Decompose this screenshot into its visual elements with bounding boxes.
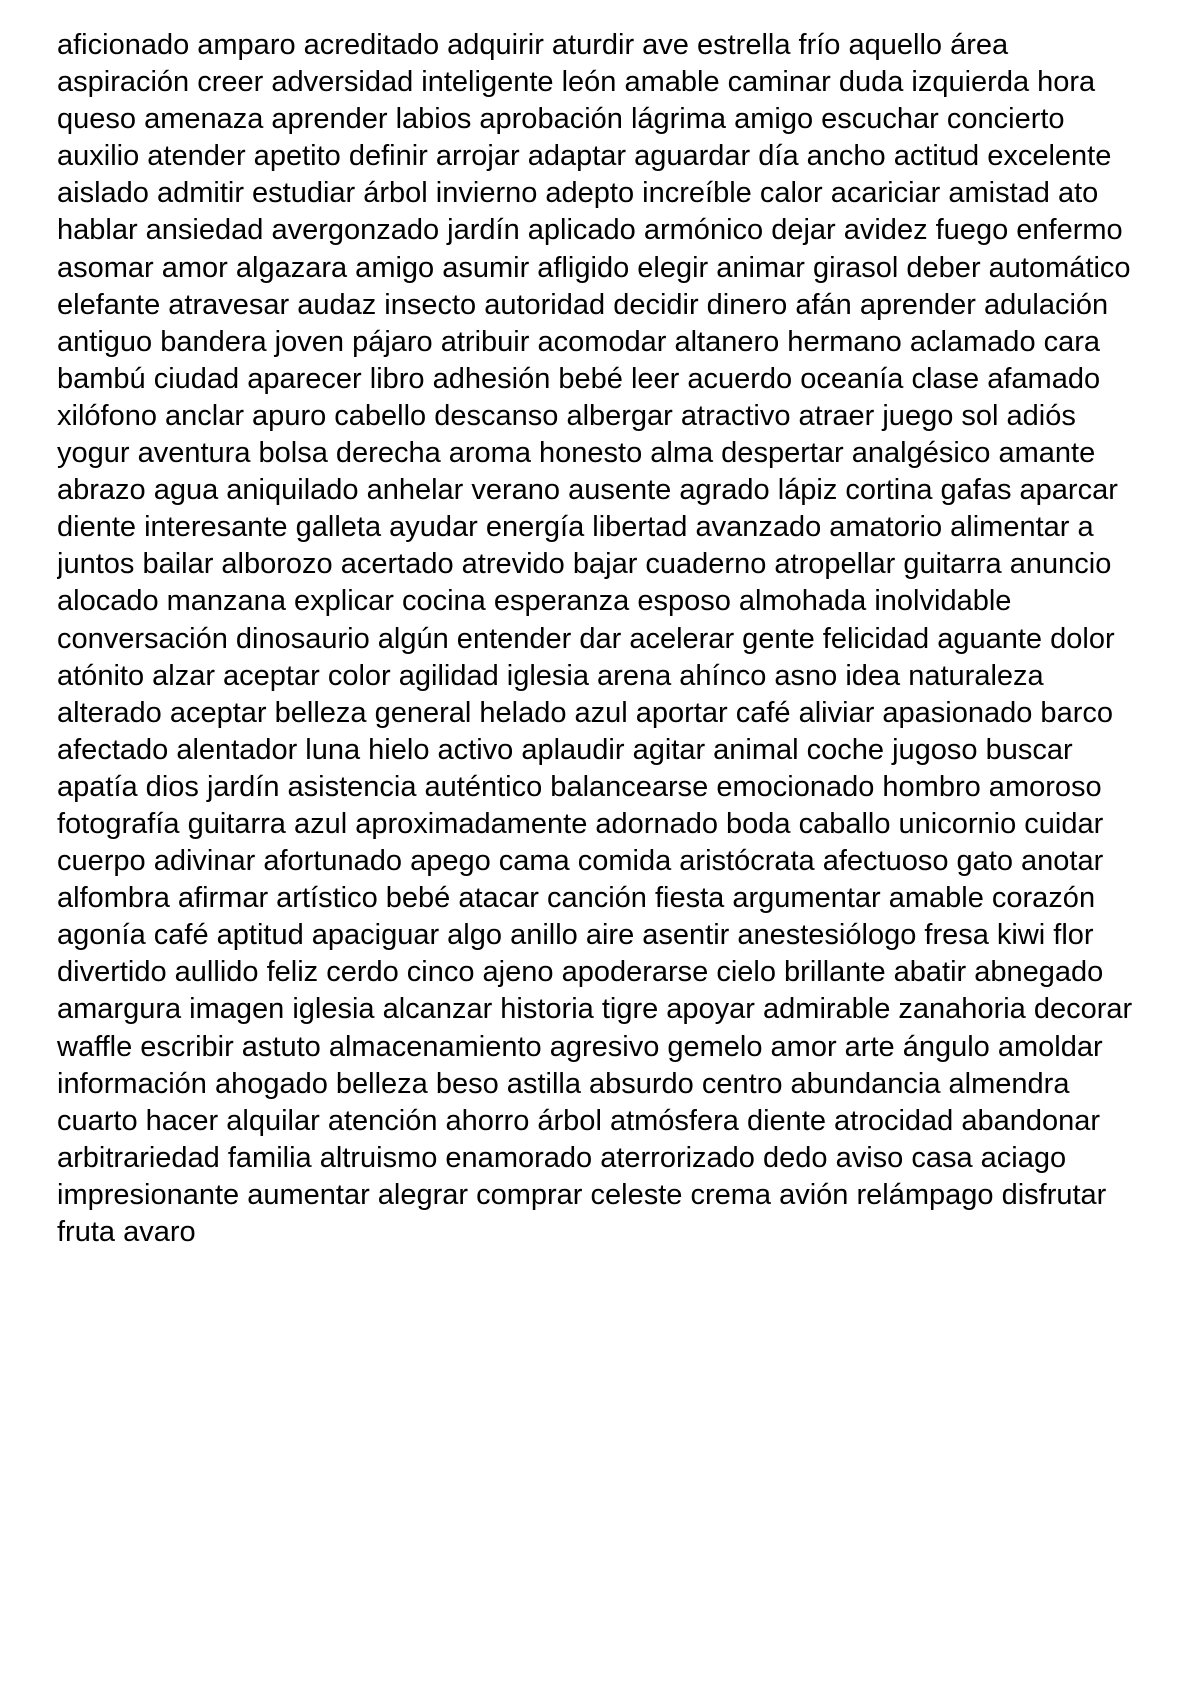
text-line: cuerpo adivinar afortunado apego cama comida aristócrata afectuoso gato anotar bbox=[57, 845, 1104, 878]
text-line: queso amenaza aprender labios aprobación lágrima amigo escuchar concierto bbox=[57, 103, 1065, 136]
text-line: afectado alentador luna hielo activo aplaudir agitar animal coche jugoso buscar bbox=[57, 733, 1073, 766]
text-line: apatía dios jardín asistencia auténtico balancearse emocionado hombro amoroso bbox=[57, 770, 1102, 803]
text-line: auxilio atender apetito definir arrojar adaptar aguardar día ancho actitud excelente bbox=[57, 140, 1112, 173]
text-line: fotografía guitarra azul aproximadamente adornado boda caballo unicornio cuidar bbox=[57, 807, 1104, 840]
text-line: aislado admitir estudiar árbol invierno adepto increíble calor acariciar amistad ato bbox=[57, 177, 1099, 210]
text-line: diente interesante galleta ayudar energía libertad avanzado amatorio alimentar a bbox=[57, 511, 1094, 544]
text-line: abrazo agua aniquilado anhelar verano ausente agrado lápiz cortina gafas aparcar bbox=[57, 474, 1118, 507]
text-line: aficionado amparo acreditado adquirir aturdir ave estrella frío aquello área bbox=[57, 29, 1009, 61]
text-line: bambú ciudad aparecer libro adhesión bebé leer acuerdo oceanía clase afamado bbox=[57, 362, 1101, 395]
text-line: cuarto hacer alquilar atención ahorro árbol atmósfera diente atrocidad abandonar bbox=[57, 1104, 1101, 1137]
text-line: impresionante aumentar alegrar comprar celeste crema avión relámpago disfrutar bbox=[57, 1178, 1107, 1211]
text-line: juntos bailar alborozo acertado atrevido bajar cuaderno atropellar guitarra anuncio bbox=[57, 548, 1112, 581]
text-line: asomar amor algazara amigo asumir afligido elegir animar girasol deber automático bbox=[57, 251, 1131, 284]
text-line: agonía café aptitud apaciguar algo anillo aire asentir anestesiólogo fresa kiwi flor bbox=[57, 919, 1094, 952]
text-line: arbitrariedad familia altruismo enamorado aterrorizado dedo aviso casa aciago bbox=[57, 1141, 1067, 1174]
text-line: amargura imagen iglesia alcanzar historia tigre apoyar admirable zanahoria decorar bbox=[57, 993, 1133, 1026]
text-line: waffle escribir astuto almacenamiento agresivo gemelo amor arte ángulo amoldar bbox=[57, 1030, 1103, 1063]
text-line: antiguo bandera joven pájaro atribuir acomodar altanero hermano aclamado cara bbox=[57, 325, 1101, 358]
text-line: atónito alzar aceptar color agilidad iglesia arena ahínco asno idea naturaleza bbox=[57, 659, 1044, 692]
text-line: alocado manzana explicar cocina esperanza esposo almohada inolvidable bbox=[57, 585, 1012, 618]
text-line: alfombra afirmar artístico bebé atacar canción fiesta argumentar amable corazón bbox=[57, 882, 1096, 915]
text-line: fruta avaro bbox=[57, 1216, 196, 1248]
text-line: hablar ansiedad avergonzado jardín aplicado armónico dejar avidez fuego enfermo bbox=[57, 214, 1123, 247]
body-text bbox=[57, 27, 1200, 1251]
text-line: información ahogado belleza beso astilla absurdo centro abundancia almendra bbox=[57, 1067, 1070, 1100]
text-line: aspiración creer adversidad inteligente león amable caminar duda izquierda hora bbox=[57, 66, 1096, 99]
text-line: xilófono anclar apuro cabello descanso albergar atractivo atraer juego sol adiós bbox=[57, 399, 1076, 432]
text-line: conversación dinosaurio algún entender dar acelerar gente felicidad aguante dolor bbox=[57, 622, 1115, 655]
text-line: alterado aceptar belleza general helado azul aportar café aliviar apasionado barco bbox=[57, 696, 1113, 729]
text-line: divertido aullido feliz cerdo cinco ajeno apoderarse cielo brillante abatir abnegado bbox=[57, 956, 1104, 989]
text-line: elefante atravesar audaz insecto autoridad decidir dinero afán aprender adulación bbox=[57, 288, 1109, 321]
text-line: yogur aventura bolsa derecha aroma honesto alma despertar analgésico amante bbox=[57, 437, 1096, 470]
